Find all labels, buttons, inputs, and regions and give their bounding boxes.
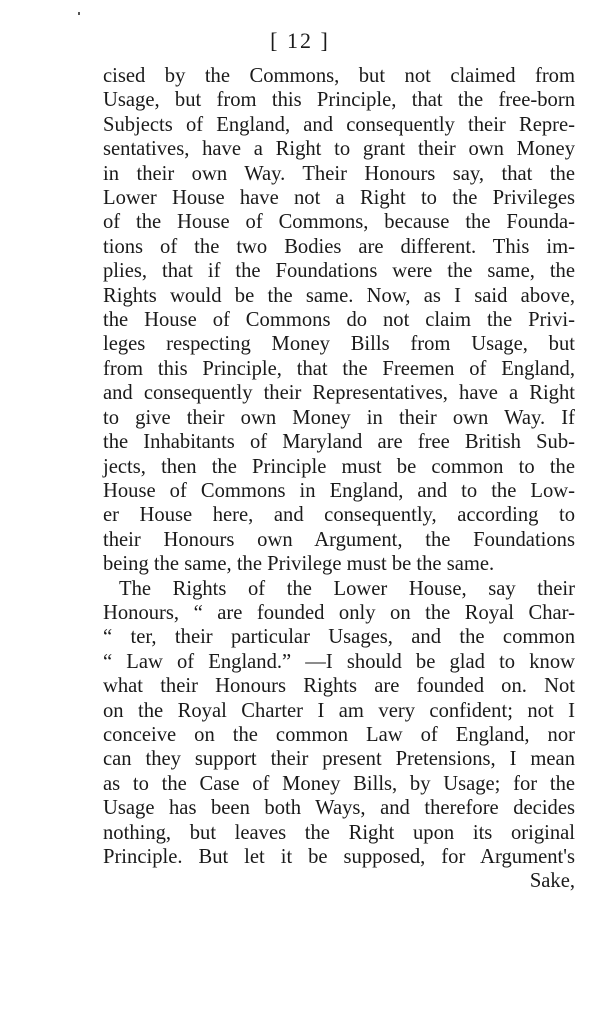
text-line: what their Honours Rights are founded on. Not: [103, 675, 575, 698]
page-number: [ 12 ]: [270, 28, 330, 53]
text-line: the Inhabitants of Maryland are free British Sub-: [103, 431, 575, 454]
text-line: Usage has been both Ways, and therefore decides: [103, 797, 575, 820]
text-line: of the House of Commons, because the Founda-: [103, 211, 575, 234]
text-line: being the same, the Privilege must be the same.: [103, 553, 495, 576]
text-line: conceive on the common Law of England, nor: [103, 723, 575, 746]
text-line: Honours, “ are founded only on the Royal Char-: [103, 601, 575, 624]
text-line: Principle. But let it be supposed, for Argument's: [103, 846, 575, 868]
text-line: House of Commons in England, and to the Low-: [103, 479, 575, 502]
text-line: from this Principle, that the Freemen of England,: [103, 357, 575, 380]
text-line: “ Law of England.” —I should be glad to know: [103, 650, 575, 673]
text-line: can they support their present Pretensions, I mean: [103, 748, 575, 771]
text-line: as to the Case of Money Bills, by Usage; for the: [103, 772, 575, 795]
text-line: Subjects of England, and consequently their Repre-: [103, 113, 575, 136]
text-line: sentatives, have a Right to grant their own Money: [103, 138, 575, 161]
text-line: Usage, but from this Principle, that the free-born: [103, 89, 575, 112]
text-line: in their own Way. Their Honours say, that the: [103, 162, 575, 185]
body-text: [103, 64, 575, 894]
text-line: on the Royal Charter I am very confident; not I: [103, 699, 575, 722]
ink-speck: [78, 12, 80, 15]
text-line: the House of Commons do not claim the Privi-: [103, 309, 575, 332]
text-line: Lower House have not a Right to the Privileges: [103, 187, 575, 210]
text-line: and consequently their Representatives, have a Right: [103, 382, 575, 405]
text-line: er House here, and consequently, according to: [103, 504, 575, 527]
text-line: their Honours own Argument, the Foundations: [103, 528, 575, 551]
text-line: cised by the Commons, but not claimed from: [103, 65, 575, 87]
text-line: Rights would be the same. Now, as I said above,: [103, 284, 575, 307]
text-line: to give their own Money in their own Way. If: [103, 406, 575, 429]
text-line: plies, that if the Foundations were the same, the: [103, 260, 575, 283]
text-line: leges respecting Money Bills from Usage, but: [103, 333, 575, 356]
catchword: Sake,: [529, 870, 575, 893]
text-line: jects, then the Principle must be common to the: [103, 455, 575, 478]
text-line: “ ter, their particular Usages, and the common: [103, 626, 575, 649]
paragraph-start-line: The Rights of the Lower House, say their: [119, 577, 575, 600]
text-line: tions of the two Bodies are different. This im-: [103, 235, 575, 258]
text-line: nothing, but leaves the Right upon its original: [103, 821, 575, 844]
